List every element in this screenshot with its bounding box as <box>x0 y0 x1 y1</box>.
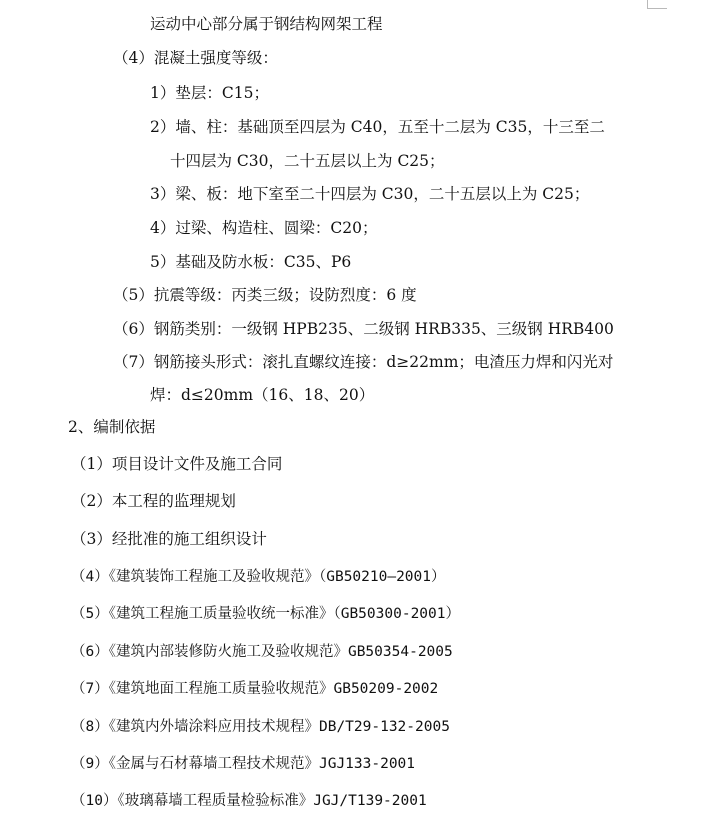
concrete-item-3: 3）梁、板：地下室至二十四层为 C30，二十五层以上为 C25； <box>150 185 590 203</box>
concrete-item-1: 1）垫层：C15； <box>150 84 269 102</box>
concrete-item-4: 4）过梁、构造柱、圆梁：C20； <box>150 219 378 237</box>
rebar-category: （6）钢筋类别：一级钢 HPB235、二级钢 HRB335、三级钢 HRB400 <box>113 320 614 338</box>
paragraph-intro: 运动中心部分属于钢结构网架工程 <box>150 15 383 33</box>
rebar-splice: （7）钢筋接头形式：滚扎直螺纹连接：d≥22mm；电渣压力焊和闪光对 <box>113 353 614 371</box>
basis-item-5: （5）《建筑工程施工质量验收统一标准》（GB50300-2001） <box>71 606 460 622</box>
concrete-grade-heading: （4）混凝土强度等级： <box>113 49 278 67</box>
basis-item-2: （2）本工程的监理规划 <box>71 492 236 510</box>
concrete-item-5: 5）基础及防水板：C35、P6 <box>150 253 352 271</box>
basis-item-10: （10）《玻璃幕墙工程质量检验标准》JGJ/T139-2001 <box>71 793 427 809</box>
section-heading-basis: 2、编制依据 <box>68 418 156 436</box>
basis-item-1: （1）项目设计文件及施工合同 <box>71 455 283 473</box>
basis-item-9: （9）《金属与石材幕墙工程技术规范》JGJ133-2001 <box>71 756 416 772</box>
page-corner-mark <box>647 8 667 9</box>
basis-item-6: （6）《建筑内部装修防火施工及验收规范》GB50354-2005 <box>71 644 453 660</box>
basis-item-7: （7）《建筑地面工程施工质量验收规范》GB50209-2002 <box>71 681 439 697</box>
seismic-grade: （5）抗震等级：丙类三级；设防烈度：6 度 <box>113 286 417 304</box>
basis-item-8: （8）《建筑内外墙涂料应用技术规程》DB/T29-132-2005 <box>71 719 450 735</box>
basis-item-3: （3）经批准的施工组织设计 <box>71 530 267 548</box>
basis-item-4: （4）《建筑装饰工程施工及验收规范》（GB50210—2001） <box>71 569 446 585</box>
rebar-splice-continued: 焊：d≤20mm（16、18、20） <box>150 386 375 404</box>
concrete-item-2-continued: 十四层为 C30，二十五层以上为 C25； <box>170 152 445 170</box>
concrete-item-2: 2）墙、柱：基础顶至四层为 C40，五至十二层为 C35，十三至二 <box>150 118 605 136</box>
